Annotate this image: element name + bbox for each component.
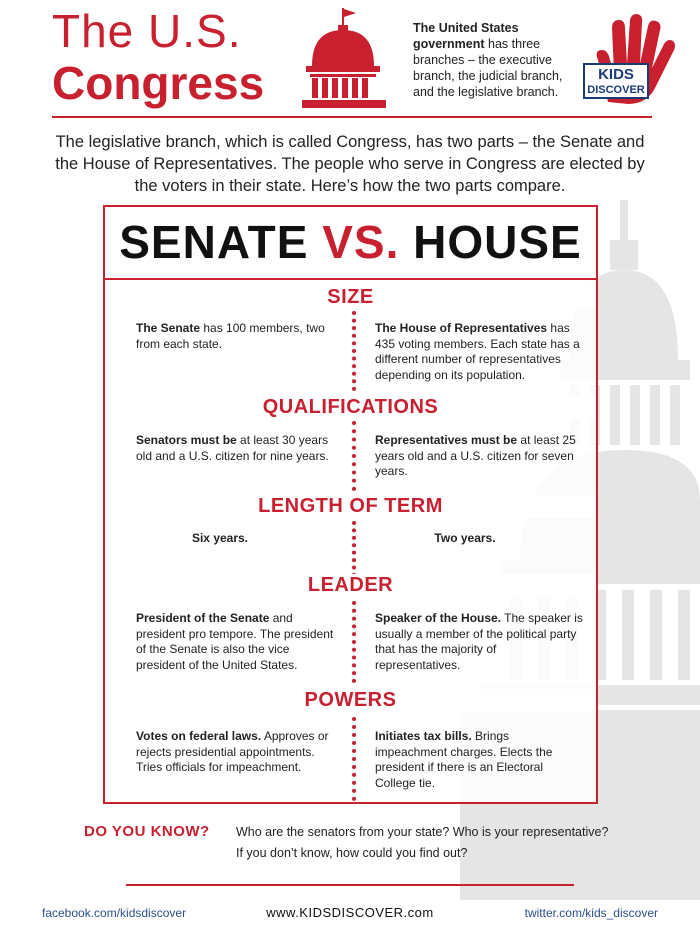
website-link[interactable]: www.KIDSDISCOVER.com [266,905,434,920]
facebook-link[interactable]: facebook.com/kidsdiscover [42,906,187,920]
section-heading-qualifications: QUALIFICATIONS [105,396,596,419]
comparison-box [103,205,598,804]
do-you-know-questions [236,822,636,864]
house-powers-text: Brings impeachment charges. Elects the president if there is an Electoral College tie. [375,729,553,790]
intro-paragraph: The legislative branch, which is called Congress, has two parts – the Senate and the House of Representatives. The people who serve in Congress are elected by the voters in their state. Here’s how the two parts compare. [55,133,645,195]
dotted-divider [352,521,360,577]
header-blurb-bold: The United States government [413,21,519,51]
banner-house: HOUSE [413,216,582,268]
dotted-divider [352,421,360,491]
senate-vs-house-banner [105,207,596,280]
senate-term: Six years. [191,531,249,545]
house-qualifications [375,433,583,480]
banner-vs: VS. [322,216,400,268]
senate-leader-text: and president pro tempore. The president of the Senate is also the vice president of the United States. [136,611,334,672]
senate-powers [136,729,334,776]
house-term: Two years. [434,531,496,545]
senate-size [136,321,334,352]
house-leader-text: The speaker is usually a member of the political party that has the majority of representatives. [375,611,583,672]
footer-divider [126,884,574,886]
title-line-1: The U.S. [52,5,242,57]
senate-powers-bold: Votes on federal laws. [136,729,262,743]
logo-text-2: DISCOVER [587,84,645,96]
logo-text-1: KIDS [598,66,634,83]
capitol-icon [296,8,392,110]
senate-size-text: has 100 members, two from each state. [136,321,325,351]
senate-qualifications-text: at least 30 years old and a U.S. citizen for nine years. [136,433,329,463]
senate-leader [136,611,334,673]
house-qualifications-bold: Representatives must be [375,433,518,447]
house-powers [375,729,583,791]
kids-discover-logo [578,14,676,106]
house-powers-bold: Initiates tax bills. [375,729,472,743]
do-you-know-line-2: If you don’t know, how could you find out? [236,846,468,860]
header-blurb [413,20,573,100]
dotted-divider [352,601,360,683]
senate-qualifications [136,433,334,464]
section-heading-powers: POWERS [105,689,596,712]
house-size-bold: The House of Representatives [375,321,548,335]
senate-qualifications-bold: Senators must be [136,433,237,447]
section-heading-length-of-term: LENGTH OF TERM [105,495,596,518]
header-blurb-rest: has three branches – the executive branch, the judicial branch, and the legislative branch. [413,37,563,99]
section-heading-leader: LEADER [105,574,596,597]
senate-leader-bold: President of the Senate [136,611,270,625]
house-leader-bold: Speaker of the House. [375,611,502,625]
senate-size-bold: The Senate [136,321,201,335]
house-size [375,321,583,383]
do-you-know-line-1: Who are the senators from your state? Who is your representative? [236,825,609,839]
section-heading-size: SIZE [105,286,596,309]
dotted-divider [352,717,360,801]
header-divider [52,116,652,118]
title-line-2: Congress [52,57,265,109]
house-leader [375,611,583,673]
house-qualifications-text: at least 25 years old and a U.S. citizen for seven years. [375,433,576,478]
dotted-divider [352,311,360,391]
do-you-know-label: DO YOU KNOW? [84,823,210,840]
house-size-text: has 435 voting members. Each state has a different number of representatives depending on its population. [375,321,580,382]
banner-senate: SENATE [119,216,309,268]
twitter-link[interactable]: twitter.com/kids_discover [524,906,658,920]
senate-powers-text: Approves or rejects presidential appointments. Tries officials for impeachment. [136,729,329,774]
